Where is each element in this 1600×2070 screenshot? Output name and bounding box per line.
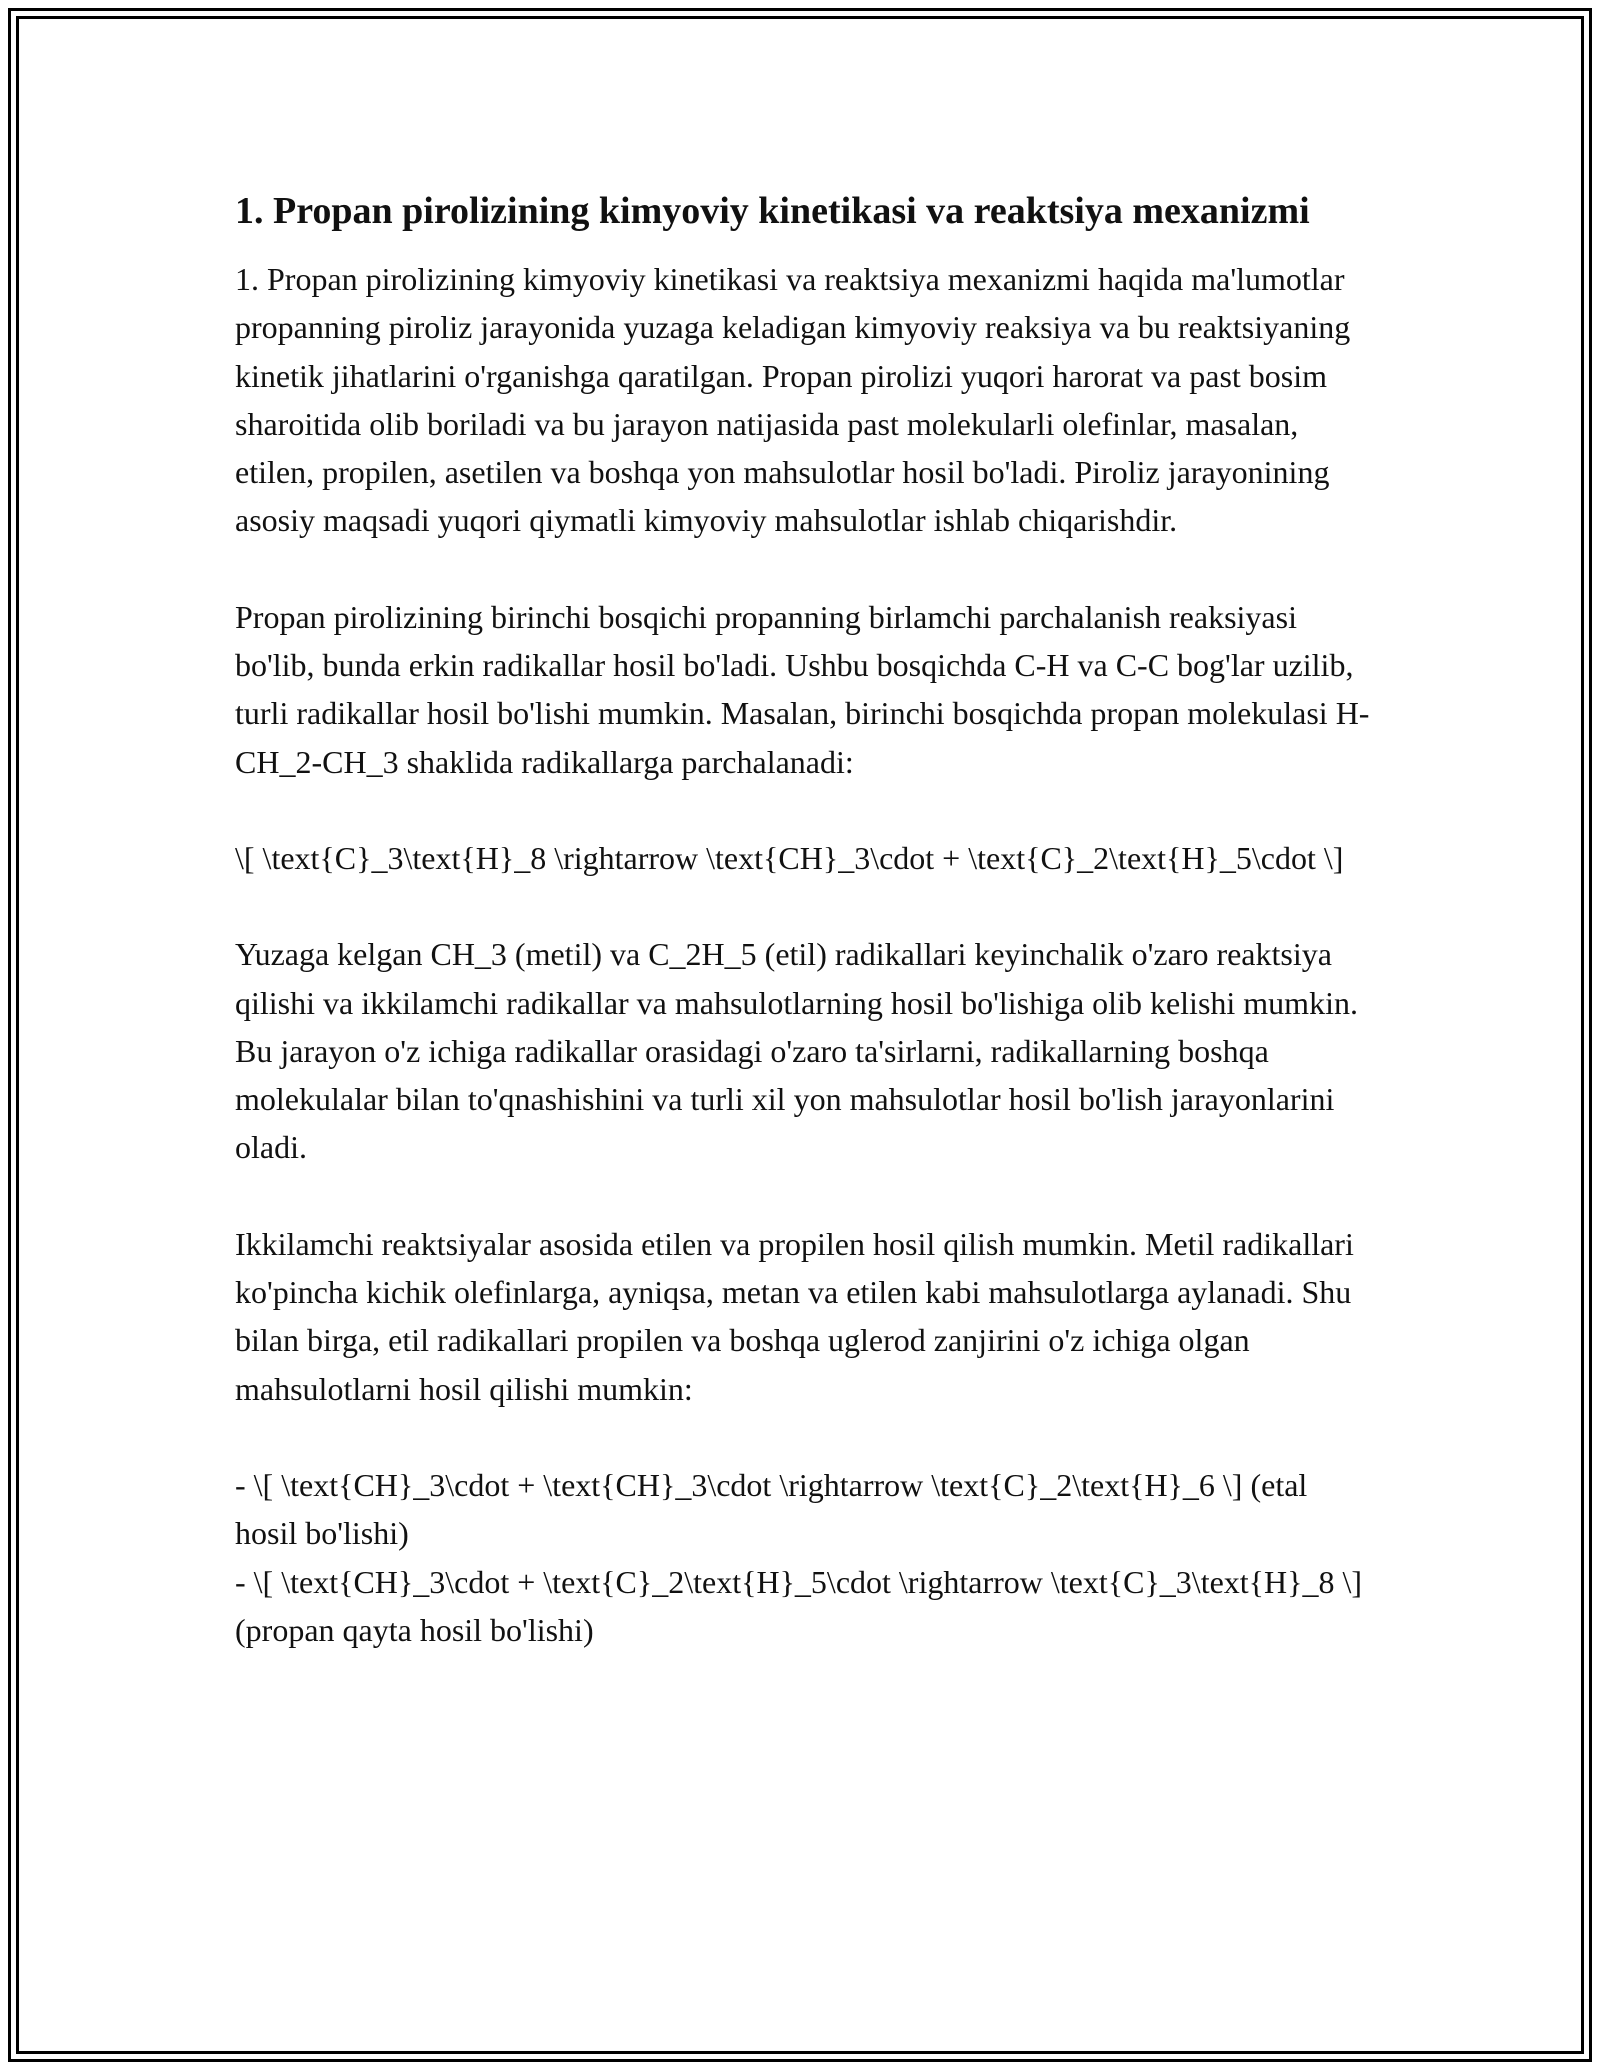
paragraph-radicals: Yuzaga kelgan CH_3 (metil) va C_2H_5 (etil) radikallari keyinchalik o'zaro reaktsiya qilishi va ikkilamchi radikallar va mahsulotlarning hosil bo'lishiga olib kelishi mumkin. Bu jarayon o'z ichiga radikallar orasidagi o'zaro ta'sirlarni, radikallarning boshqa molekulalar bilan to'qnashishini va turli xil yon mahsulotlar hosil bo'lish jarayonlarini oladi.: [235, 936, 1358, 1166]
paragraph-intro: 1. Propan pirolizining kimyoviy kinetikasi va reaktsiya mexanizmi haqida ma'lumotlar propanning piroliz jarayonida yuzaga keladigan kimyoviy reaksiya va bu reaktsiyaning kinetik jihatlarini o'rganishga qaratilgan. Propan pirolizi yuqori harorat va past bosim sharoitida olib boriladi va bu jarayon natijasida past molekularli olefinlar, masalan, etilen, propilen, asetilen va boshqa yon mahsulotlar hosil bo'ladi. Piroliz jarayonining asosiy maqsadi yuqori qiymatli kimyoviy mahsulotlar ishlab chiqarishdir.: [235, 261, 1351, 539]
paragraph-first-stage: Propan pirolizining birinchi bosqichi propanning birlamchi parchalanish reaksiyasi bo'lib, bunda erkin radikallar hosil bo'ladi. Ushbu bosqichda C-H va C-C bog'lar uzilib, turli radikallar hosil bo'lishi mumkin. Masalan, birinchi bosqichda propan molekulasi H-CH_2-CH_3 shaklida radikallarga parchalanadi:: [235, 598, 1370, 780]
formula-propane-decomposition: \[ \text{C}_3\text{H}_8 \rightarrow \text{CH}_3\cdot + \text{C}_2\text{H}_5\cdot \]: [235, 839, 1344, 876]
reaction-item-ethane: - \[ \text{CH}_3\cdot + \text{CH}_3\cdot \rightarrow \text{C}_2\text{H}_6 \] (etal hosil bo'lishi): [235, 1466, 1308, 1552]
document-body: [235, 184, 1375, 1654]
document-title: 1. Propan pirolizining kimyoviy kinetikasi va reaktsiya mexanizmi: [235, 190, 1310, 232]
reaction-item-propane: - \[ \text{CH}_3\cdot + \text{C}_2\text{H}_5\cdot \rightarrow \text{C}_3\text{H}_8 \] (propan qayta hosil bo'lishi): [235, 1563, 1363, 1648]
reaction-list: [235, 1461, 1375, 1654]
paragraph-secondary-reactions: Ikkilamchi reaktsiyalar asosida etilen va propilen hosil qilish mumkin. Metil radikallari ko'pincha kichik olefinlarga, ayniqsa, metan va etilen kabi mahsulotlarga aylanadi. Shu bilan birga, etil radikallari propilen va boshqa uglerod zanjirini o'z ichiga olgan mahsulotlarni hosil qilishi mumkin:: [235, 1225, 1354, 1407]
